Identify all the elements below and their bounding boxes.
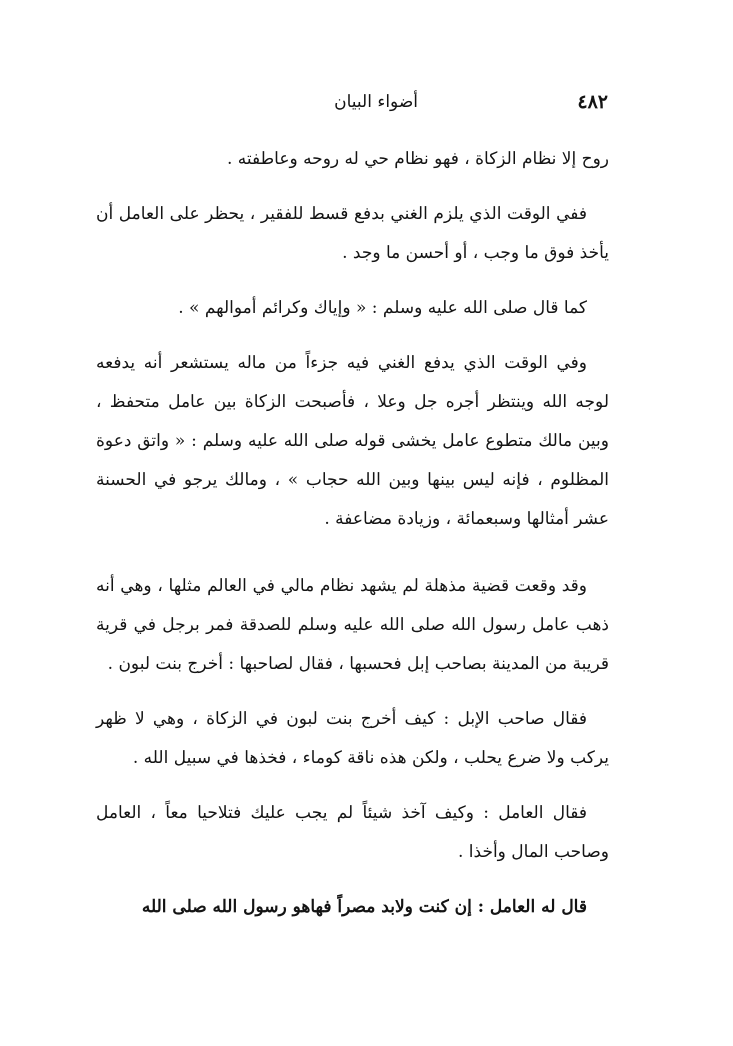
paragraph: ففي الوقت الذي يلزم الغني بدفع قسط للفقير ، يحظر على العامل أن يأخذ فوق ما وجب ، أو أحسن ما وجد . xyxy=(96,204,609,263)
paragraph: روح إلا نظام الزكاة ، فهو نظام حي له روحه وعاطفته . xyxy=(226,149,609,169)
page-header xyxy=(100,86,608,118)
running-title: أضواء البيان xyxy=(334,92,418,112)
paragraph: فقال العامل : وكيف آخذ شيئاً لم يجب عليك فتلاحيا معاً ، العامل وصاحب المال وأخذا . xyxy=(96,803,609,862)
paragraph: قال له العامل : إن كنت ولابد مصراً فهاهو رسول الله صلى الله xyxy=(141,897,587,917)
paragraph: وفي الوقت الذي يدفع الغني فيه جزءاً من ماله يستشعر أنه يدفعه لوجه الله وينتظر أجره جل وعلا ، فأصبحت الزكاة بين عامل متحفظ ، وبين مالك متطوع عامل يخشى قوله صلى الله عليه وسلم : « واتق دعوة المظلوم ، فإنه ليس بينها وبين الله حجاب » ، ومالك يرجو في الحسنة عشر أمثالها وسبعمائة ، وزيادة مضاعفة . xyxy=(96,353,609,529)
paragraph: وقد وقعت قضية مذهلة لم يشهد نظام مالي في العالم مثلها ، وهي أنه ذهب عامل رسول الله صلى الله عليه وسلم للصدقة فمر برجل في قرية قريبة من المدينة بصاحب إبل فحسبها ، فقال لصاحبها : أخرج بنت لبون . xyxy=(96,576,609,674)
page-number: ٤٨٢ xyxy=(577,91,608,113)
body-text xyxy=(96,140,609,943)
paragraph: كما قال صلى الله عليه وسلم : « وإياك وكرائم أموالهم » . xyxy=(178,298,587,318)
paragraph: فقال صاحب الإبل : كيف أخرج بنت لبون في الزكاة ، وهي لا ظهر يركب ولا ضرع يحلب ، ولكن هذه ناقة كوماء ، فخذها في سبيل الله . xyxy=(96,709,609,768)
